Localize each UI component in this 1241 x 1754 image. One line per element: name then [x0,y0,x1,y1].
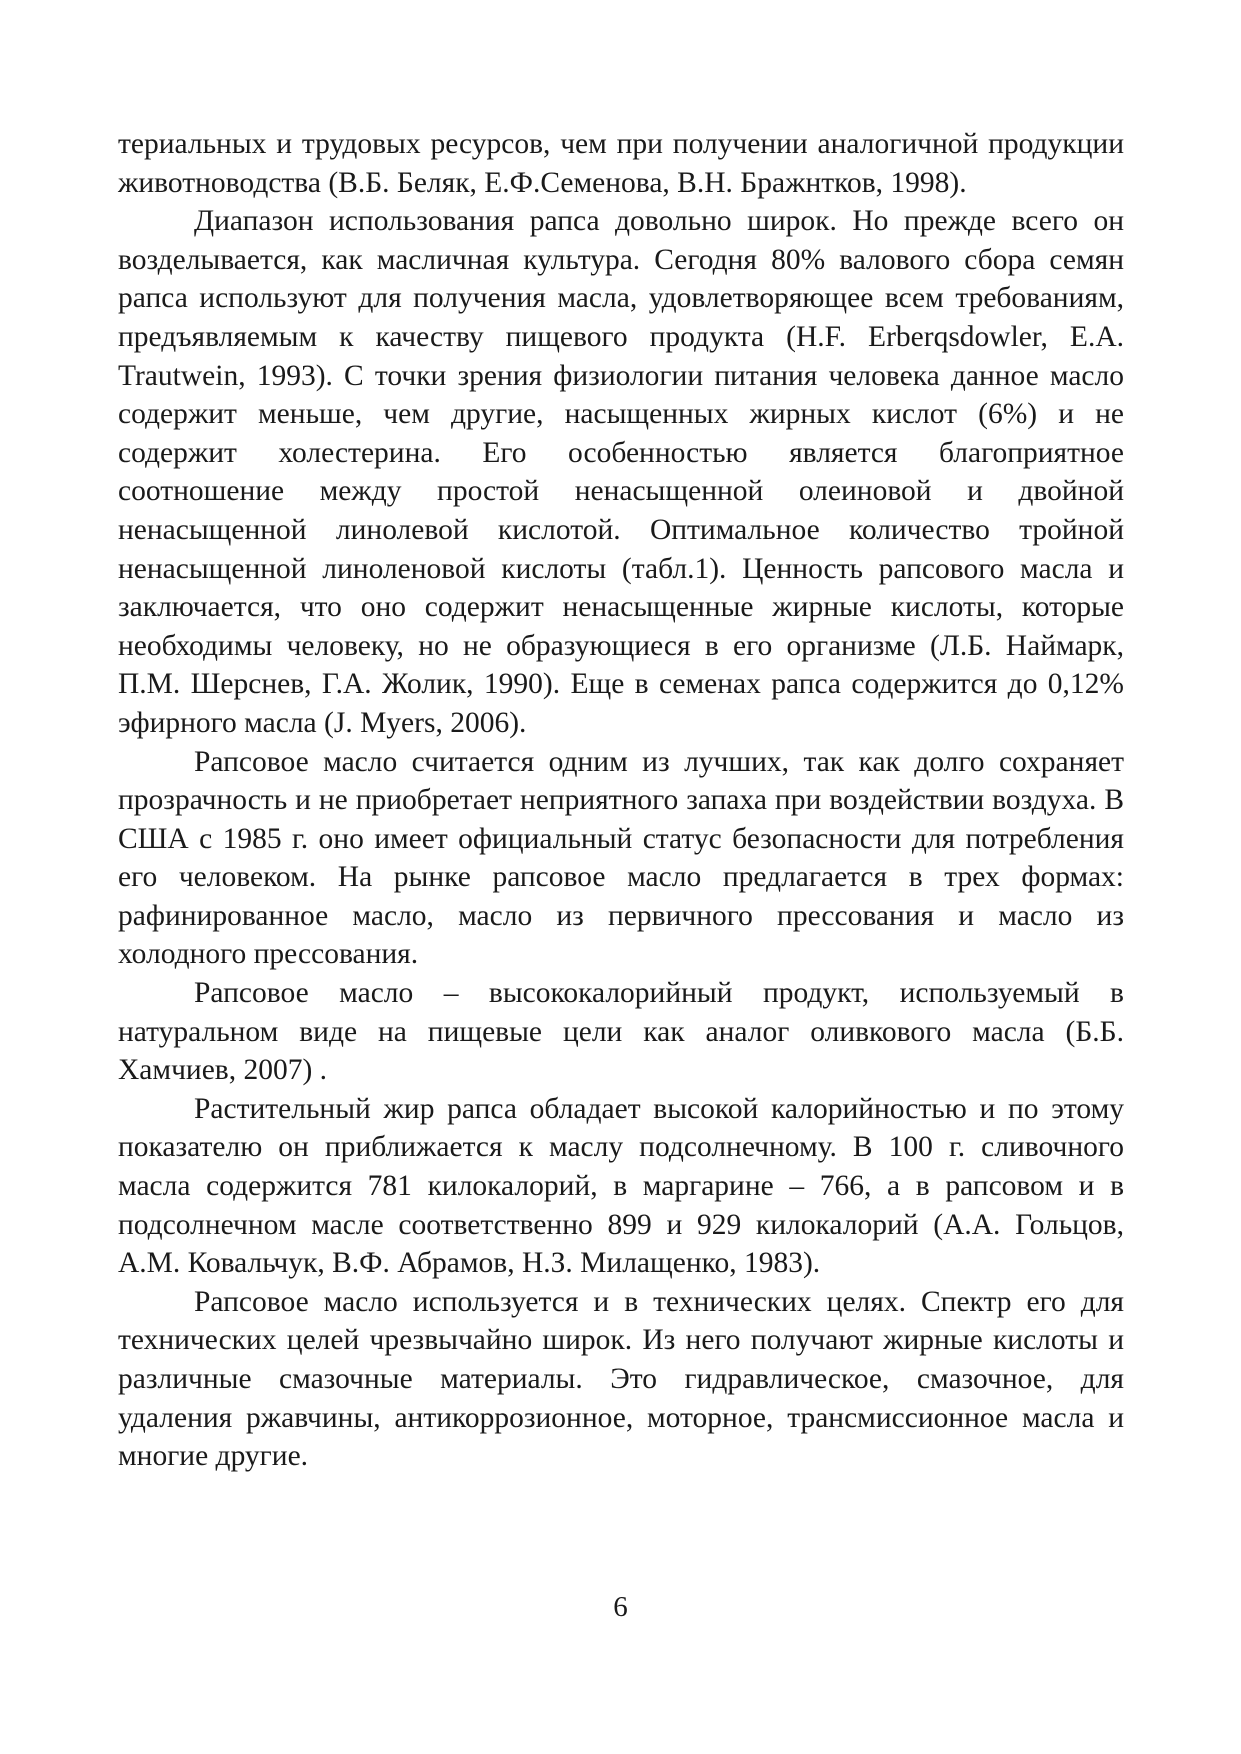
paragraph-oil-quality: Рапсовое масло считается одним из лучших, так как долго сохраняет прозрачность и не приобретает неприятного запаха при воздействии воздуха. В США с 1985 г. оно имеет официальный статус безопасности для потребления его человеком. На рынке рапсовое масло предлагается в трех формах: рафинированное масло, масло из первичного прессования и масло из холодного прессования. [118,745,1124,971]
paragraph-high-calorie: Рапсовое масло – высококалорийный продукт, используемый в натуральном виде на пищевые цели как аналог оливкового масла (Б.Б. Хамчиев, 2007) . [118,977,1124,1087]
paragraph-technical-use: Рапсовое масло используется и в технических целях. Спектр его для технических целей чрезвычайно широк. Из него получают жирные кислоты и различные смазочные материалы. Это гидравлическое, смазочное, для удаления ржавчины, антикоррозионное, моторное, трансмиссионное масла и многие другие. [118,1285,1124,1473]
page-number: 6 [613,1591,628,1623]
body-text [118,125,1124,1476]
paragraph-calorie-comparison: Растительный жир рапса обладает высокой калорийностью и по этому показателю он приближается к маслу подсолнечному. В 100 г. сливочного масла содержится 781 килокалорий, в маргарине – 766, а в рапсовом и в подсолнечном масле соответственно 899 и 929 килокалорий (А.А. Гольцов, А.М. Ковальчук, В.Ф. Абрамов, Н.З. Милащенко, 1983). [118,1092,1124,1280]
paragraph-rapeseed-usage: Диапазон использования рапса довольно широк. Но прежде всего он возделывается, как масличная культура. Сегодня 80% валового сбора семян рапса используют для получения масла, удовлетворяющее всем требованиям, предъявляемым к качеству пищевого продукта (H.F. Erberqsdowler, E.A. Trautwein, 1993). С точки зрения физиологии питания человека данное масло содержит меньше, чем другие, насыщенных жирных кислот (6%) и не содержит холестерина. Его особенностью является благоприятное соотношение между простой ненасыщенной олеиновой и двойной ненасыщенной линолевой кислотой. Оптимальное количество тройной ненасыщенной линоленовой кислоты (табл.1). Ценность рапсового масла и заключается, что оно содержит ненасыщенные жирные кислоты, которые необходимы человеку, но не образующиеся в его организме (Л.Б. Наймарк, П.М. Шерснев, Г.А. Жолик, 1990). Еще в семенах рапса содержится до 0,12% эфирного масла (J. Myers, 2006). [118,205,1124,739]
paragraph-continuation: териальных и трудовых ресурсов, чем при получении аналогичной продукции животноводства (В.Б. Беляк, Е.Ф.Семенова, В.Н. Бражнтков, 1998). [118,128,1124,199]
